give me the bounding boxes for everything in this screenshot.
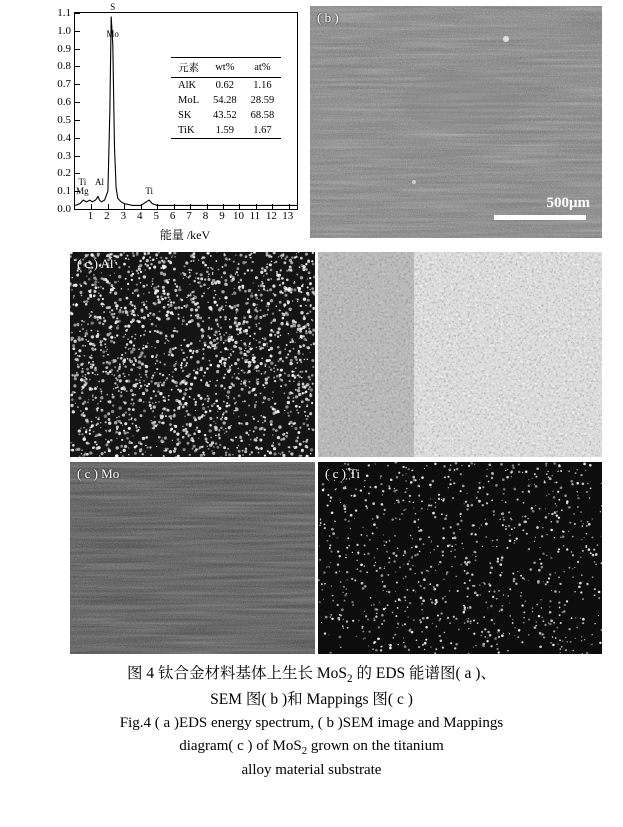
table-cell: 43.52 [213, 110, 237, 121]
table-column-header: 元素 [171, 58, 206, 78]
peak-label: Al [95, 176, 104, 187]
table-row [171, 108, 281, 123]
y-tick-label: 0.0 [57, 203, 71, 215]
figure-caption [0, 662, 623, 782]
x-tick-label: 9 [219, 210, 225, 222]
y-tick-label: 0.6 [57, 96, 71, 109]
eds-composition-table [171, 57, 281, 139]
x-tick-label: 1 [87, 210, 94, 222]
x-tick-label: 2 [104, 210, 110, 222]
table-body [171, 78, 281, 139]
caption-en-line2-a: diagram( c ) of MoS [179, 737, 302, 754]
table-cell: 1.67 [244, 123, 282, 139]
scalebar [494, 215, 586, 220]
y-tick-label: 0.3 [57, 149, 71, 162]
panel-c-ti-mapping [318, 462, 602, 654]
x-tick-label: 3 [120, 210, 127, 222]
x-tick-label: 13 [282, 210, 294, 222]
caption-en-line2-b: grown on the titanium [307, 737, 444, 754]
panel-c-mo-label: ( c ) Mo [77, 466, 120, 481]
panel-c-al-mapping [70, 252, 315, 457]
table-column-header: at% [244, 58, 282, 78]
table-cell: 28.59 [250, 95, 275, 106]
spectrum-plot-frame [57, 2, 298, 215]
y-tick-label: 0.7 [57, 78, 71, 91]
panel-a-eds-spectrum [22, 4, 302, 240]
panel-c-s-mapping [318, 252, 602, 457]
caption-cn-line1-b: 的 EDS 能谱图( a )、 [352, 665, 496, 682]
peak-label: Mg [76, 185, 89, 196]
x-axis-tick-labels [74, 210, 296, 226]
table-cell: 0.62 [215, 80, 234, 91]
caption-en-line1: Fig.4 ( a )EDS energy spectrum, ( b )SEM image and Mappings [119, 715, 504, 732]
x-tick-label: 6 [169, 210, 176, 222]
y-tick-label: 1.1 [57, 7, 71, 19]
y-tick-label: 0.1 [57, 185, 71, 198]
y-tick-label: 0.2 [57, 167, 71, 180]
al-mapping-graphic [70, 252, 315, 457]
y-tick-label: 0.4 [57, 131, 71, 144]
peak-label: Ti [145, 185, 153, 196]
caption-en-line3: alloy material substrate [241, 762, 382, 779]
peak-label: S [110, 2, 116, 12]
x-tick-label: 10 [232, 210, 244, 222]
x-tick-label: 5 [153, 210, 159, 222]
panel-c-mo-mapping [70, 462, 315, 654]
x-tick-label: 7 [186, 210, 192, 222]
panel-c-ti-label: ( c ) Ti [325, 466, 361, 481]
x-tick-label: 11 [249, 210, 261, 222]
caption-en-line2 [0, 735, 623, 759]
table-cell: 1.59 [206, 123, 244, 139]
y-tick-label: 0.9 [57, 42, 71, 55]
table-cell: AlK [178, 80, 197, 91]
table-column-header: wt% [206, 58, 244, 78]
table-cell: 68.58 [250, 110, 275, 121]
caption-en-line2-sub: 2 [301, 744, 308, 757]
panel-b-sem-image [310, 6, 602, 238]
table-cell: 54.28 [213, 95, 237, 106]
x-axis-title: 能量 /keV [159, 228, 211, 242]
ti-mapping-graphic [318, 462, 602, 654]
peak-label: Mo [106, 28, 119, 39]
table-row [171, 78, 281, 94]
table-cell: TiK [171, 123, 206, 139]
y-tick-label: 0.8 [57, 60, 71, 73]
mo-mapping-graphic [70, 462, 315, 654]
y-tick-label: 0.5 [57, 113, 71, 126]
caption-cn-line1-a: 图 4 钛合金材料基体上生长 MoS [127, 665, 348, 682]
table-row [171, 93, 281, 108]
x-tick-label: 12 [265, 210, 277, 222]
caption-cn-line1-sub: 2 [347, 673, 353, 686]
scalebar-text: 500μm [546, 195, 590, 211]
panel-c-al-label: ( c ) Al [77, 256, 114, 271]
y-tick-label: 1.0 [57, 24, 71, 37]
table-cell: 1.16 [253, 80, 272, 91]
table-row [171, 123, 281, 139]
x-tick-label: 4 [137, 210, 143, 222]
caption-cn-line1 [0, 662, 623, 688]
peak-label: Ti [78, 176, 87, 187]
table-cell: SK [178, 110, 192, 121]
table-cell: MoL [178, 95, 199, 106]
x-tick-label: 8 [202, 210, 209, 222]
panel-b-label: ( b ) [317, 10, 339, 25]
table-header-row [171, 58, 281, 78]
s-mapping-graphic [318, 252, 602, 457]
caption-cn-line2: SEM 图( b )和 Mappings 图( c ) [210, 691, 413, 709]
